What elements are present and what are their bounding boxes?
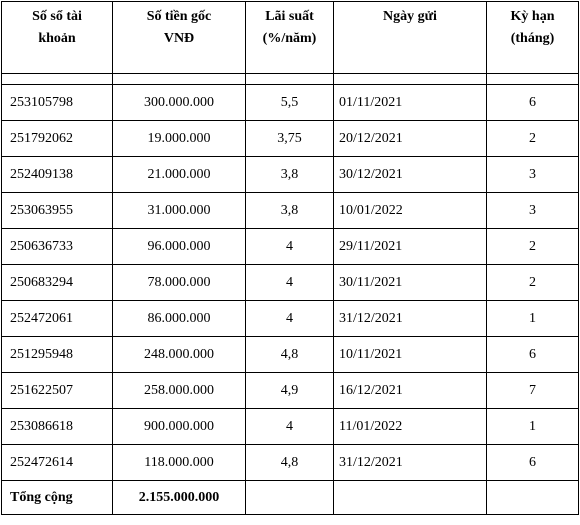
cell-amount: 258.000.000 [113, 373, 246, 409]
cell-date: 10/01/2022 [334, 193, 487, 229]
spacer-row [2, 74, 579, 85]
cell-date: 31/12/2021 [334, 445, 487, 481]
cell-account: 252472061 [2, 301, 113, 337]
cell-amount: 118.000.000 [113, 445, 246, 481]
header-term: Kỳ hạn (tháng) [487, 2, 579, 74]
cell-amount: 300.000.000 [113, 85, 246, 121]
cell-term: 1 [487, 409, 579, 445]
cell-account: 250683294 [2, 265, 113, 301]
cell-term: 3 [487, 157, 579, 193]
cell-date: 31/12/2021 [334, 301, 487, 337]
cell-account: 251792062 [2, 121, 113, 157]
cell-rate: 4,9 [246, 373, 334, 409]
table-row [2, 337, 579, 373]
header-amount: Số tiền gốc VNĐ [113, 2, 246, 74]
cell-account: 252472614 [2, 445, 113, 481]
cell-date: 20/12/2021 [334, 121, 487, 157]
header-row [2, 2, 579, 74]
table-row [2, 265, 579, 301]
cell-amount: 21.000.000 [113, 157, 246, 193]
cell-term: 6 [487, 445, 579, 481]
cell-account: 253105798 [2, 85, 113, 121]
cell-rate: 4,8 [246, 337, 334, 373]
total-empty-cell [246, 481, 334, 515]
cell-rate: 4 [246, 301, 334, 337]
cell-rate: 4 [246, 265, 334, 301]
cell-account: 250636733 [2, 229, 113, 265]
table-row [2, 445, 579, 481]
cell-amount: 19.000.000 [113, 121, 246, 157]
header-date: Ngày gửi [334, 2, 487, 74]
cell-account: 251295948 [2, 337, 113, 373]
cell-account: 253086618 [2, 409, 113, 445]
cell-amount: 78.000.000 [113, 265, 246, 301]
table-row [2, 229, 579, 265]
cell-term: 6 [487, 337, 579, 373]
cell-rate: 5,5 [246, 85, 334, 121]
cell-amount: 96.000.000 [113, 229, 246, 265]
cell-account: 253063955 [2, 193, 113, 229]
cell-date: 11/01/2022 [334, 409, 487, 445]
table-row [2, 409, 579, 445]
cell-term: 2 [487, 229, 579, 265]
total-empty-cell [334, 481, 487, 515]
cell-date: 30/12/2021 [334, 157, 487, 193]
cell-term: 3 [487, 193, 579, 229]
cell-amount: 248.000.000 [113, 337, 246, 373]
cell-account: 251622507 [2, 373, 113, 409]
cell-rate: 3,8 [246, 193, 334, 229]
cell-date: 10/11/2021 [334, 337, 487, 373]
table-row [2, 121, 579, 157]
cell-date: 29/11/2021 [334, 229, 487, 265]
cell-term: 2 [487, 265, 579, 301]
table-row [2, 85, 579, 121]
cell-rate: 4,8 [246, 445, 334, 481]
cell-term: 1 [487, 301, 579, 337]
total-amount: 2.155.000.000 [113, 481, 246, 515]
table-row [2, 301, 579, 337]
deposit-table [1, 1, 579, 515]
cell-rate: 4 [246, 409, 334, 445]
total-empty-cell [487, 481, 579, 515]
cell-amount: 900.000.000 [113, 409, 246, 445]
total-row [2, 481, 579, 515]
cell-amount: 86.000.000 [113, 301, 246, 337]
cell-date: 01/11/2021 [334, 85, 487, 121]
table-row [2, 373, 579, 409]
table-row [2, 193, 579, 229]
cell-amount: 31.000.000 [113, 193, 246, 229]
table-row [2, 157, 579, 193]
cell-term: 6 [487, 85, 579, 121]
cell-account: 252409138 [2, 157, 113, 193]
total-label: Tổng cộng [2, 481, 113, 515]
cell-rate: 3,8 [246, 157, 334, 193]
header-account: Số sổ tài khoản [2, 2, 113, 74]
cell-rate: 3,75 [246, 121, 334, 157]
cell-rate: 4 [246, 229, 334, 265]
cell-term: 7 [487, 373, 579, 409]
cell-date: 16/12/2021 [334, 373, 487, 409]
cell-date: 30/11/2021 [334, 265, 487, 301]
cell-term: 2 [487, 121, 579, 157]
header-rate: Lãi suất (%/năm) [246, 2, 334, 74]
